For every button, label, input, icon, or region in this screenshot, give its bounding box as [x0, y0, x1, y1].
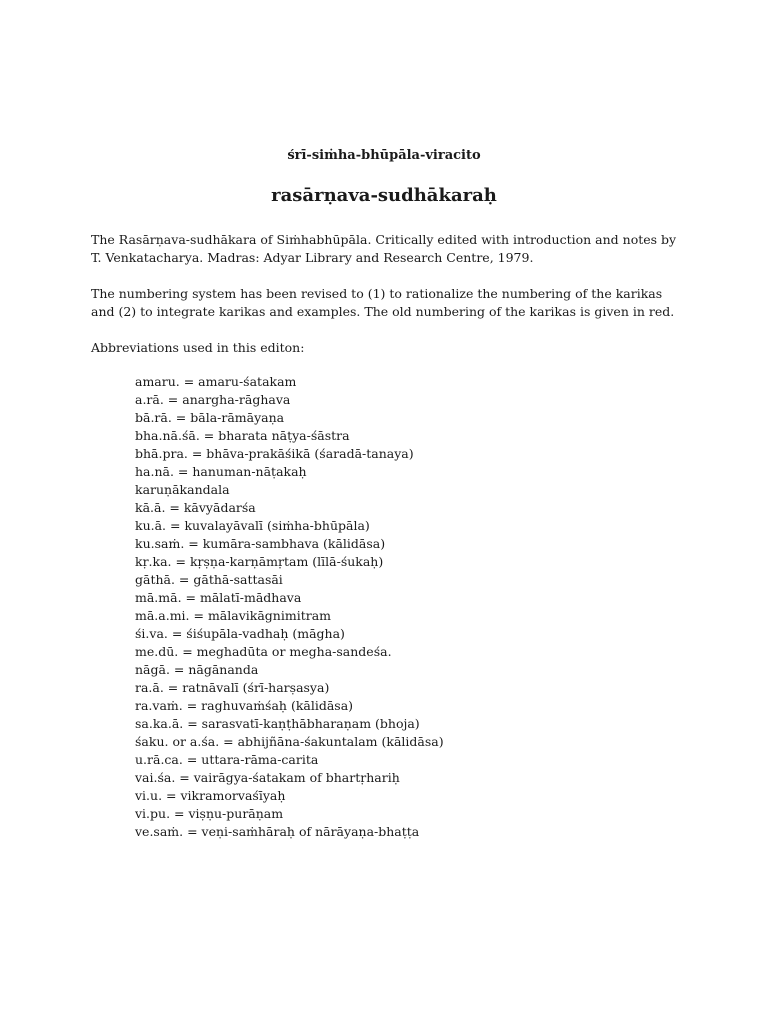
- document-subtitle: śrī-siṁha-bhūpāla-viracito: [287, 148, 481, 163]
- abbreviation-item: kā.ā. = kāvyādarśa: [135, 500, 256, 515]
- abbreviation-item: karuṇākandala: [135, 482, 230, 497]
- abbreviations-heading: Abbreviations used in this editon:: [91, 340, 305, 355]
- abbreviation-item: ha.nā. = hanuman-nāṭakaḥ: [135, 464, 307, 479]
- abbreviation-item: vi.pu. = viṣṇu-purāṇam: [135, 806, 284, 821]
- abbreviation-item: bha.nā.śā. = bharata nāṭya-śāstra: [135, 428, 350, 443]
- abbreviation-item: bhā.pra. = bhāva-prakāśikā (śaradā-tanaya): [135, 446, 414, 461]
- abbreviation-item: ku.ā. = kuvalayāvalī (siṁha-bhūpāla): [135, 518, 370, 533]
- abbreviation-item: a.rā. = anargha-rāghava: [135, 392, 291, 407]
- abbreviation-item: me.dū. = meghadūta or megha-sandeśa.: [135, 644, 392, 659]
- abbreviation-item: amaru. = amaru-śatakam: [135, 374, 297, 389]
- abbreviation-item: u.rā.ca. = uttara-rāma-carita: [135, 752, 319, 767]
- abbreviation-item: śi.va. = śiśupāla-vadhaḥ (māgha): [135, 626, 345, 641]
- abbreviation-item: ve.saṁ. = veṇi-saṁhāraḥ of nārāyaṇa-bhaṭṭa: [135, 824, 420, 839]
- document-title: rasārṇava-sudhākaraḥ: [271, 185, 497, 206]
- abbreviation-item: vai.śa. = vairāgya-śatakam of bhartṛhariḥ: [135, 770, 400, 785]
- abbreviation-item: vi.u. = vikramorvaśīyaḥ: [135, 788, 286, 803]
- abbreviation-item: kṛ.ka. = kṛṣṇa-karṇāmṛtam (līlā-śukaḥ): [135, 554, 384, 569]
- abbreviation-item: bā.rā. = bāla-rāmāyaṇa: [135, 410, 285, 425]
- abbreviation-item: ra.ā. = ratnāvalī (śrī-harṣasya): [135, 680, 330, 695]
- abbreviation-item: śaku. or a.śa. = abhijñāna-śakuntalam (kālidāsa): [135, 734, 444, 749]
- abbreviation-item: sa.ka.ā. = sarasvatī-kaṇṭhābharaṇam (bhoja): [135, 716, 420, 731]
- abbreviation-item: nāgā. = nāgānanda: [135, 662, 259, 677]
- abbreviation-item: mā.a.mi. = mālavikāgnimitram: [135, 608, 331, 623]
- abbreviation-item: gāthā. = gāthā-sattasāi: [135, 572, 283, 587]
- edition-paragraph: The Rasārṇava-sudhākara of Siṁhabhūpāla. Critically edited with introduction and notes by T. Venkatacharya. Madras: Adyar Library and Research Centre, 1979.: [91, 232, 677, 265]
- abbreviation-item: mā.mā. = mālatī-mādhava: [135, 590, 302, 605]
- abbreviation-item: ra.vaṁ. = raghuvaṁśaḥ (kālidāsa): [135, 698, 354, 713]
- abbreviations-list: [135, 373, 695, 841]
- abbreviation-item: ku.saṁ. = kumāra-sambhava (kālidāsa): [135, 536, 386, 551]
- numbering-paragraph: The numbering system has been revised to (1) to rationalize the numbering of the karikas and (2) to integrate karikas and examples. The old numbering of the karikas is given in red.: [91, 286, 675, 319]
